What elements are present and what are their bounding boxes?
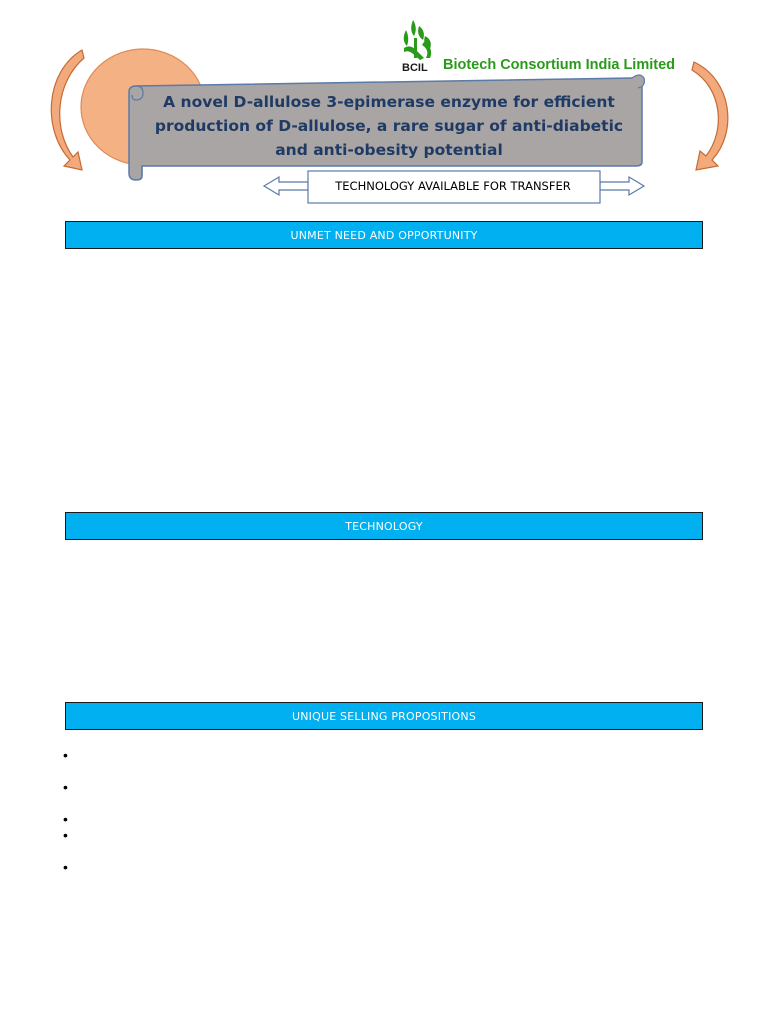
bullet-marker: • [63, 779, 68, 795]
section-heading-technology: TECHNOLOGY [65, 512, 703, 540]
bullet-marker: • [63, 827, 68, 843]
bullet-marker: • [63, 747, 68, 763]
section-heading-usp: UNIQUE SELLING PROPOSITIONS [65, 702, 703, 730]
organization-name: Biotech Consortium India Limited [443, 57, 676, 73]
section-heading-unmet-need: UNMET NEED AND OPPORTUNITY [65, 221, 703, 249]
logo-text: BCIL [402, 62, 428, 74]
bcil-logo-icon [404, 20, 431, 60]
curved-arrow-right-icon [692, 62, 728, 170]
curved-arrow-left-icon [51, 50, 84, 170]
bullet-marker: • [63, 859, 68, 875]
document-title: A novel D-allulose 3-epimerase enzyme for efficient production of D-allulose, a rare sugar of anti-diabetic and anti-obesity potential [154, 93, 624, 159]
transfer-label: TECHNOLOGY AVAILABLE FOR TRANSFER [335, 179, 571, 193]
bullet-marker: • [63, 811, 68, 827]
